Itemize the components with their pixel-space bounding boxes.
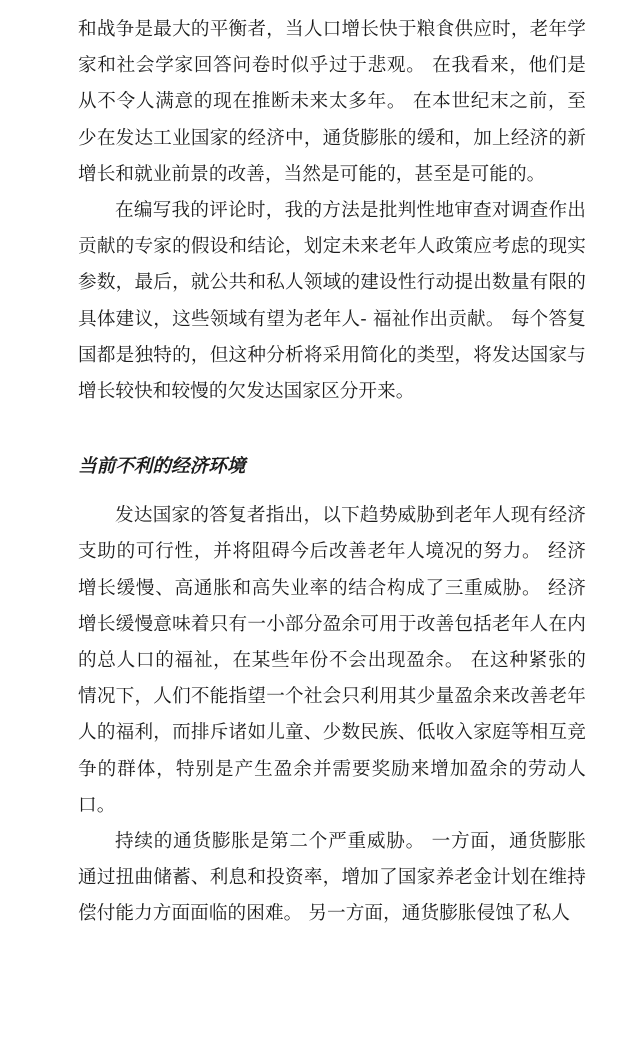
paragraph-continued: 和战争是最大的平衡者，当人口增长快于粮食供应时，老年学家和社会学家回答问卷时似乎过于悲观。 在我看来，他们是从不令人满意的现在推断未来太多年。 在本世纪末之前，至少在发达工业国家的经济中，通货膨胀的缓和，加上经济的新增长和就业前景的改善，当然是可能的，甚至是可能的。 [78, 19, 586, 185]
heading-spacer [78, 485, 586, 498]
paragraph-method: 在编写我的评论时，我的方法是批判性地审查对调查作出贡献的专家的假设和结论，划定未来老年人政策应考虑的现实参数，最后，就公共和私人领域的建设性行动提出数量有限的具体建议，这些领域有望为老年人- 福祉作出贡献。 每个答复国都是独特的，但这种分析将采用简化的类型，将发达国家与增长较快和较慢的欠发达国家区分开来。 [78, 200, 586, 403]
document-page [78, 12, 586, 933]
paragraph-threats: 发达国家的答复者指出，以下趋势威胁到老年人现有经济支助的可行性，并将阻碍今后改善老年人境况的努力。 经济增长缓慢、高通胀和高失业率的结合构成了三重威胁。 经济增长缓慢意味着只有一小部分盈余可用于改善包括老年人在内的总人口的福祉，在某些年份不会出现盈余。 在这种紧张的情况下，人们不能指望一个社会只利用其少量盈余来改善老年人的福利，而排斥诸如儿童、少数民族、低收入家庭等相互竞争的群体，特别是产生盈余并需要奖励来增加盈余的劳动人口。 [78, 505, 586, 816]
section-spacer [78, 410, 586, 449]
paragraph-inflation: 持续的通货膨胀是第二个严重威胁。 一方面，通货膨胀通过扭曲储蓄、利息和投资率，增加了国家养老金计划在维持偿付能力方面面临的困难。 另一方面，通货膨胀侵蚀了私人 [78, 831, 586, 925]
section-heading: 当前不利的经济环境 [78, 456, 246, 478]
